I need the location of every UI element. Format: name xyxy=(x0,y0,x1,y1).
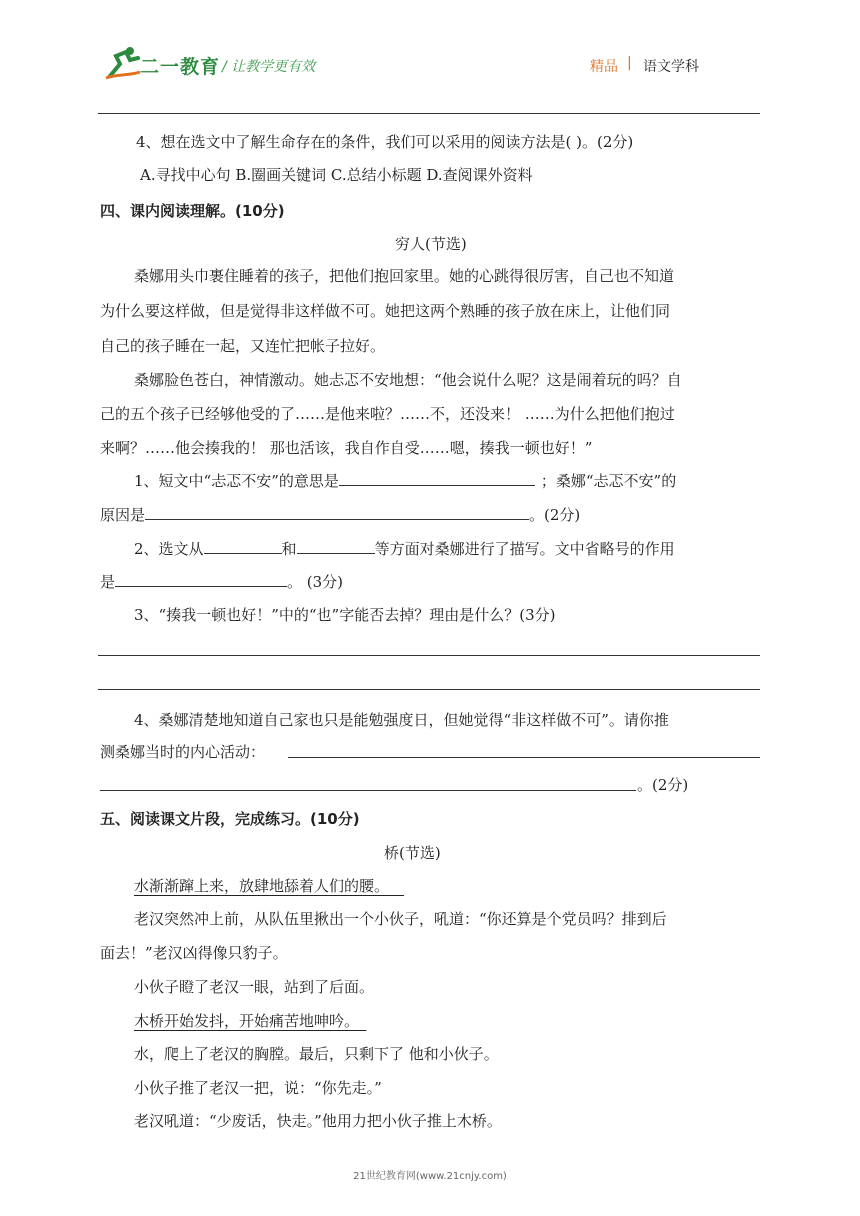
prev-question-4: 4、想在选文中了解生命存在的条件，我们可以采用的阅读方法是( )。(2分) xyxy=(136,133,634,151)
question-4-cont: 测桑娜当时的内心活动： xyxy=(100,743,266,761)
header-divider xyxy=(98,113,760,114)
underlined-sentence: 水渐渐蹿上来，放肆地舔着人们的腰。 xyxy=(134,877,390,895)
passage-line: 桑娜用头巾裹住睡着的孩子，把他们抱回家里。她的心跳得很厉害，自己也不知道 xyxy=(134,267,675,285)
question-1: 1、短文中“忐忑不安”的意思是 ；桑娜“忐忑不安”的 xyxy=(134,472,677,490)
question-4-score: 。(2分) xyxy=(637,776,689,794)
passage-line: 来啊？……他会揍我的！ 那也活该，我自作自受……嗯，揍我一顿也好！” xyxy=(100,439,593,457)
answer-line[interactable] xyxy=(100,790,636,791)
logo-text: 二一教育 xyxy=(140,56,221,78)
answer-line[interactable] xyxy=(98,689,760,690)
prev-question-4-options: A.寻找中心句 B.圈画关键词 C.总结小标题 D.查阅课外资料 xyxy=(140,166,533,184)
answer-line[interactable] xyxy=(98,655,760,656)
subject-label: 语文学科 xyxy=(643,59,699,75)
question-3: 3、“揍我一顿也好！”中的“也”字能否去掉？理由是什么？(3分) xyxy=(134,606,556,624)
brand-label: 精品 xyxy=(590,59,618,75)
section-4-heading: 四、课内阅读理解。(10分) xyxy=(100,202,285,220)
answer-blank[interactable] xyxy=(145,504,529,520)
answer-blank[interactable] xyxy=(115,571,287,587)
page-footer: 21世纪教育网(www.21cnjy.com) xyxy=(353,1171,507,1182)
answer-line[interactable] xyxy=(288,757,760,758)
passage-line: 小伙子瞪了老汉一眼，站到了后面。 xyxy=(134,978,375,996)
question-2: 2、选文从 和 等方面对桑娜进行了描写。文中省略号的作用 xyxy=(134,540,675,558)
section-5-heading: 五、阅读课文片段，完成练习。(10分) xyxy=(100,810,360,828)
passage-line: 面去！”老汉凶得像只豹子。 xyxy=(100,944,288,962)
question-1-cont: 原因是 。(2分) xyxy=(100,506,581,524)
underlined-sentence: 木桥开始发抖，开始痛苦地呻吟。 xyxy=(134,1012,360,1030)
slogan: / 让教学更有效 xyxy=(222,59,316,75)
header-separator: | xyxy=(627,55,632,71)
question-4: 4、桑娜清楚地知道自己家也只是能勉强度日，但她觉得“非这样做不可”。请你推 xyxy=(134,711,669,729)
passage-line: 桑娜脸色苍白，神情激动。她忐忑不安地想：“他会说什么呢？这是闹着玩的吗？自 xyxy=(134,371,682,389)
answer-blank[interactable] xyxy=(204,538,282,554)
section-5-title: 桥(节选) xyxy=(384,844,441,862)
passage-line: 水，爬上了老汉的胸膛。最后，只剩下了 他和小伙子。 xyxy=(134,1045,499,1063)
passage-line: 自己的孩子睡在一起，又连忙把帐子拉好。 xyxy=(100,337,386,355)
passage-line: 己的五个孩子已经够他受的了……是他来啦？……不，还没来！ ……为什么把他们抱过 xyxy=(100,405,675,423)
passage-line: 为什么要这样做，但是觉得非这样做不可。她把这两个熟睡的孩子放在床上，让他们同 xyxy=(100,302,671,320)
passage-line: 老汉吼道：“少废话，快走。”他用力把小伙子推上木桥。 xyxy=(134,1112,502,1130)
answer-blank[interactable] xyxy=(297,538,375,554)
passage-line: 老汉突然冲上前，从队伍里揪出一个小伙子，吼道：“你还算是个党员吗？排到后 xyxy=(134,910,667,928)
answer-blank[interactable] xyxy=(339,470,535,486)
passage-line: 小伙子推了老汉一把，说：“你先走。” xyxy=(134,1079,382,1097)
section-4-title: 穷人(节选) xyxy=(395,235,467,253)
question-2-cont: 是 。 (3分) xyxy=(100,573,344,591)
